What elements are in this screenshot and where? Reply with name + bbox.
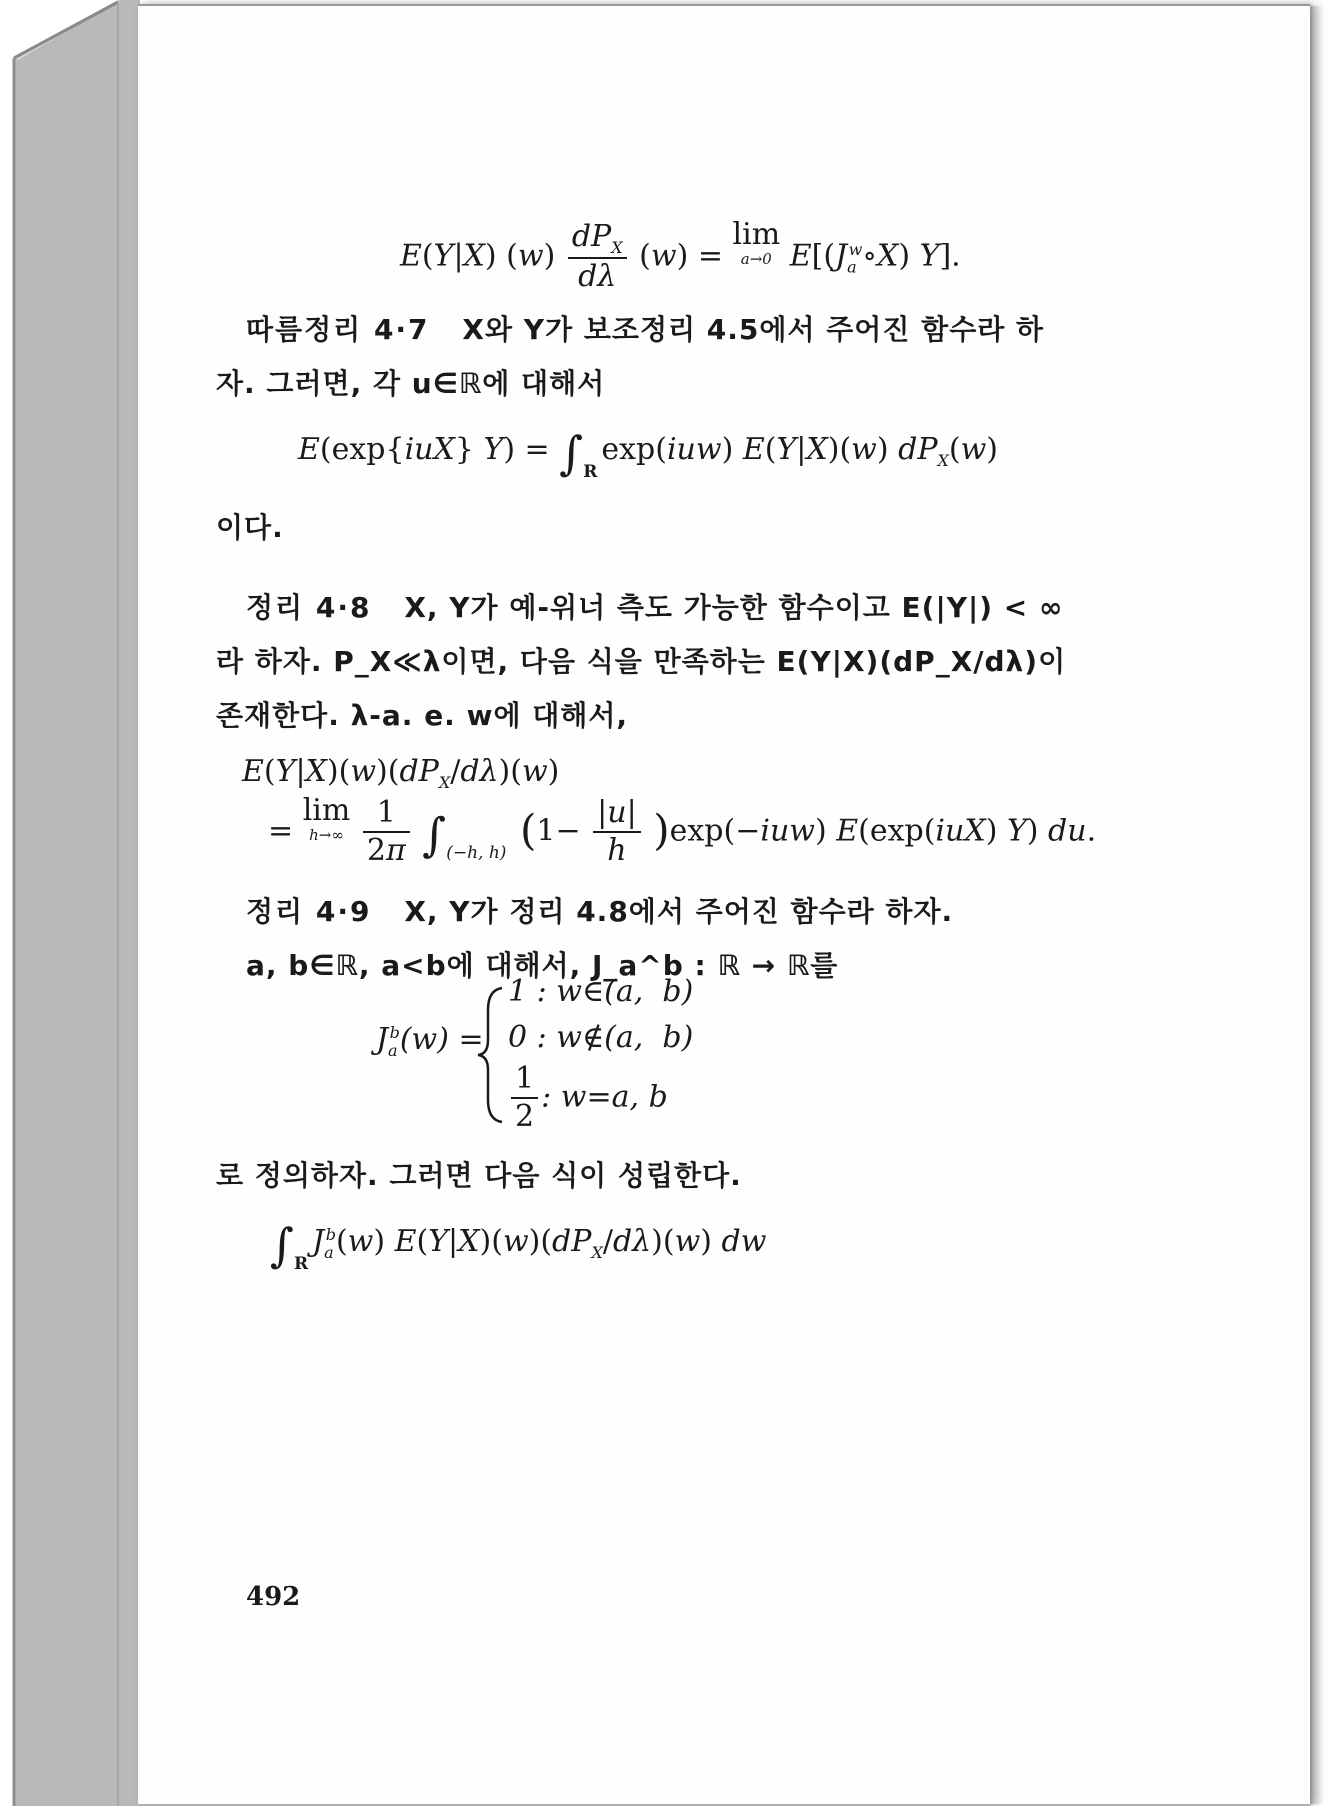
case-1: 1 : w∈(a, b) [508,974,694,1009]
book-page [138,4,1310,1806]
corollary-text-2: 자. 그러면, 각 u∈ℝ에 대해서 [216,367,606,400]
corollary-label: 따름정리 4·7 [246,313,430,346]
page-number: 492 [246,1582,301,1612]
theorem-4-8-line-1: 정리 4·8 X, Y가 예-위너 측도 가능한 함수이고 E(|Y|) < ∞ [246,591,1064,624]
page-edge-shadow [1310,6,1324,1804]
equation-4: $\int_RJ_a^b(w)$ $E(Y|X)(w)(dP_X/d\lambda)(w)$ dw [270,1218,767,1274]
after-cases: 로 정의하자. 그러면 다음 식이 성립한다. [216,1159,742,1192]
book-spine [0,0,140,1806]
corollary-text-1: X와 Y가 보조정리 4.5에서 주어진 함수라 하 [462,313,1045,346]
equation-3a: $E(Y|X)(w)(dP_X/d\lambda)(w)$ [242,754,560,792]
page-content [138,6,1310,1804]
cases-lhs: $J_a^b(w)$ = [376,1022,484,1060]
equation-3b: = lim h→∞ $\frac{1}{2\pi}$ $\int_{(-h, h)}$ (1− $\frac{|u|}{h}$ )exp(−iuw) E(exp(iuX) Y) du. [268,793,1097,868]
case-3: $\frac{1}{2}$ : w=a, b [508,1062,668,1135]
equation-2: E(exp{iuX} $Y) = \int_R\exp(iuw)$ E(Y|X)(w) $dP_X(w)$ [298,426,999,482]
theorem-4-8-label: 정리 4·8 [246,591,372,624]
theorem-4-9-line-2: a, b∈ℝ, a<b에 대해서, J_a^b : ℝ → ℝ를 [246,949,839,982]
left-brace [476,984,506,1126]
theorem-4-9-label: 정리 4·9 [246,895,372,928]
theorem-4-8-line-3: 존재한다. λ-a. e. w에 대해서, [216,699,629,732]
corollary-4-7-line-1 [246,308,1044,348]
corollary-4-7-line-2 [216,362,605,402]
after-equation-2: 이다. [216,511,284,544]
theorem-4-8-line-2: 라 하자. P_X≪λ이면, 다음 식을 만족하는 E(Y|X)(dP_X/dλ)이 [216,645,1067,678]
theorem-4-9-line-1: 정리 4·9 X, Y가 정리 4.8에서 주어진 함수라 하자. [246,895,954,928]
equation-1: E(Y|X) (w) $\frac{dP_X}{d\lambda}$ (w) = lim a→0 $E[(J_a^w\circ X)$ Y]. [400,217,961,295]
case-2: 0 : w∉(a, b) [508,1020,694,1055]
